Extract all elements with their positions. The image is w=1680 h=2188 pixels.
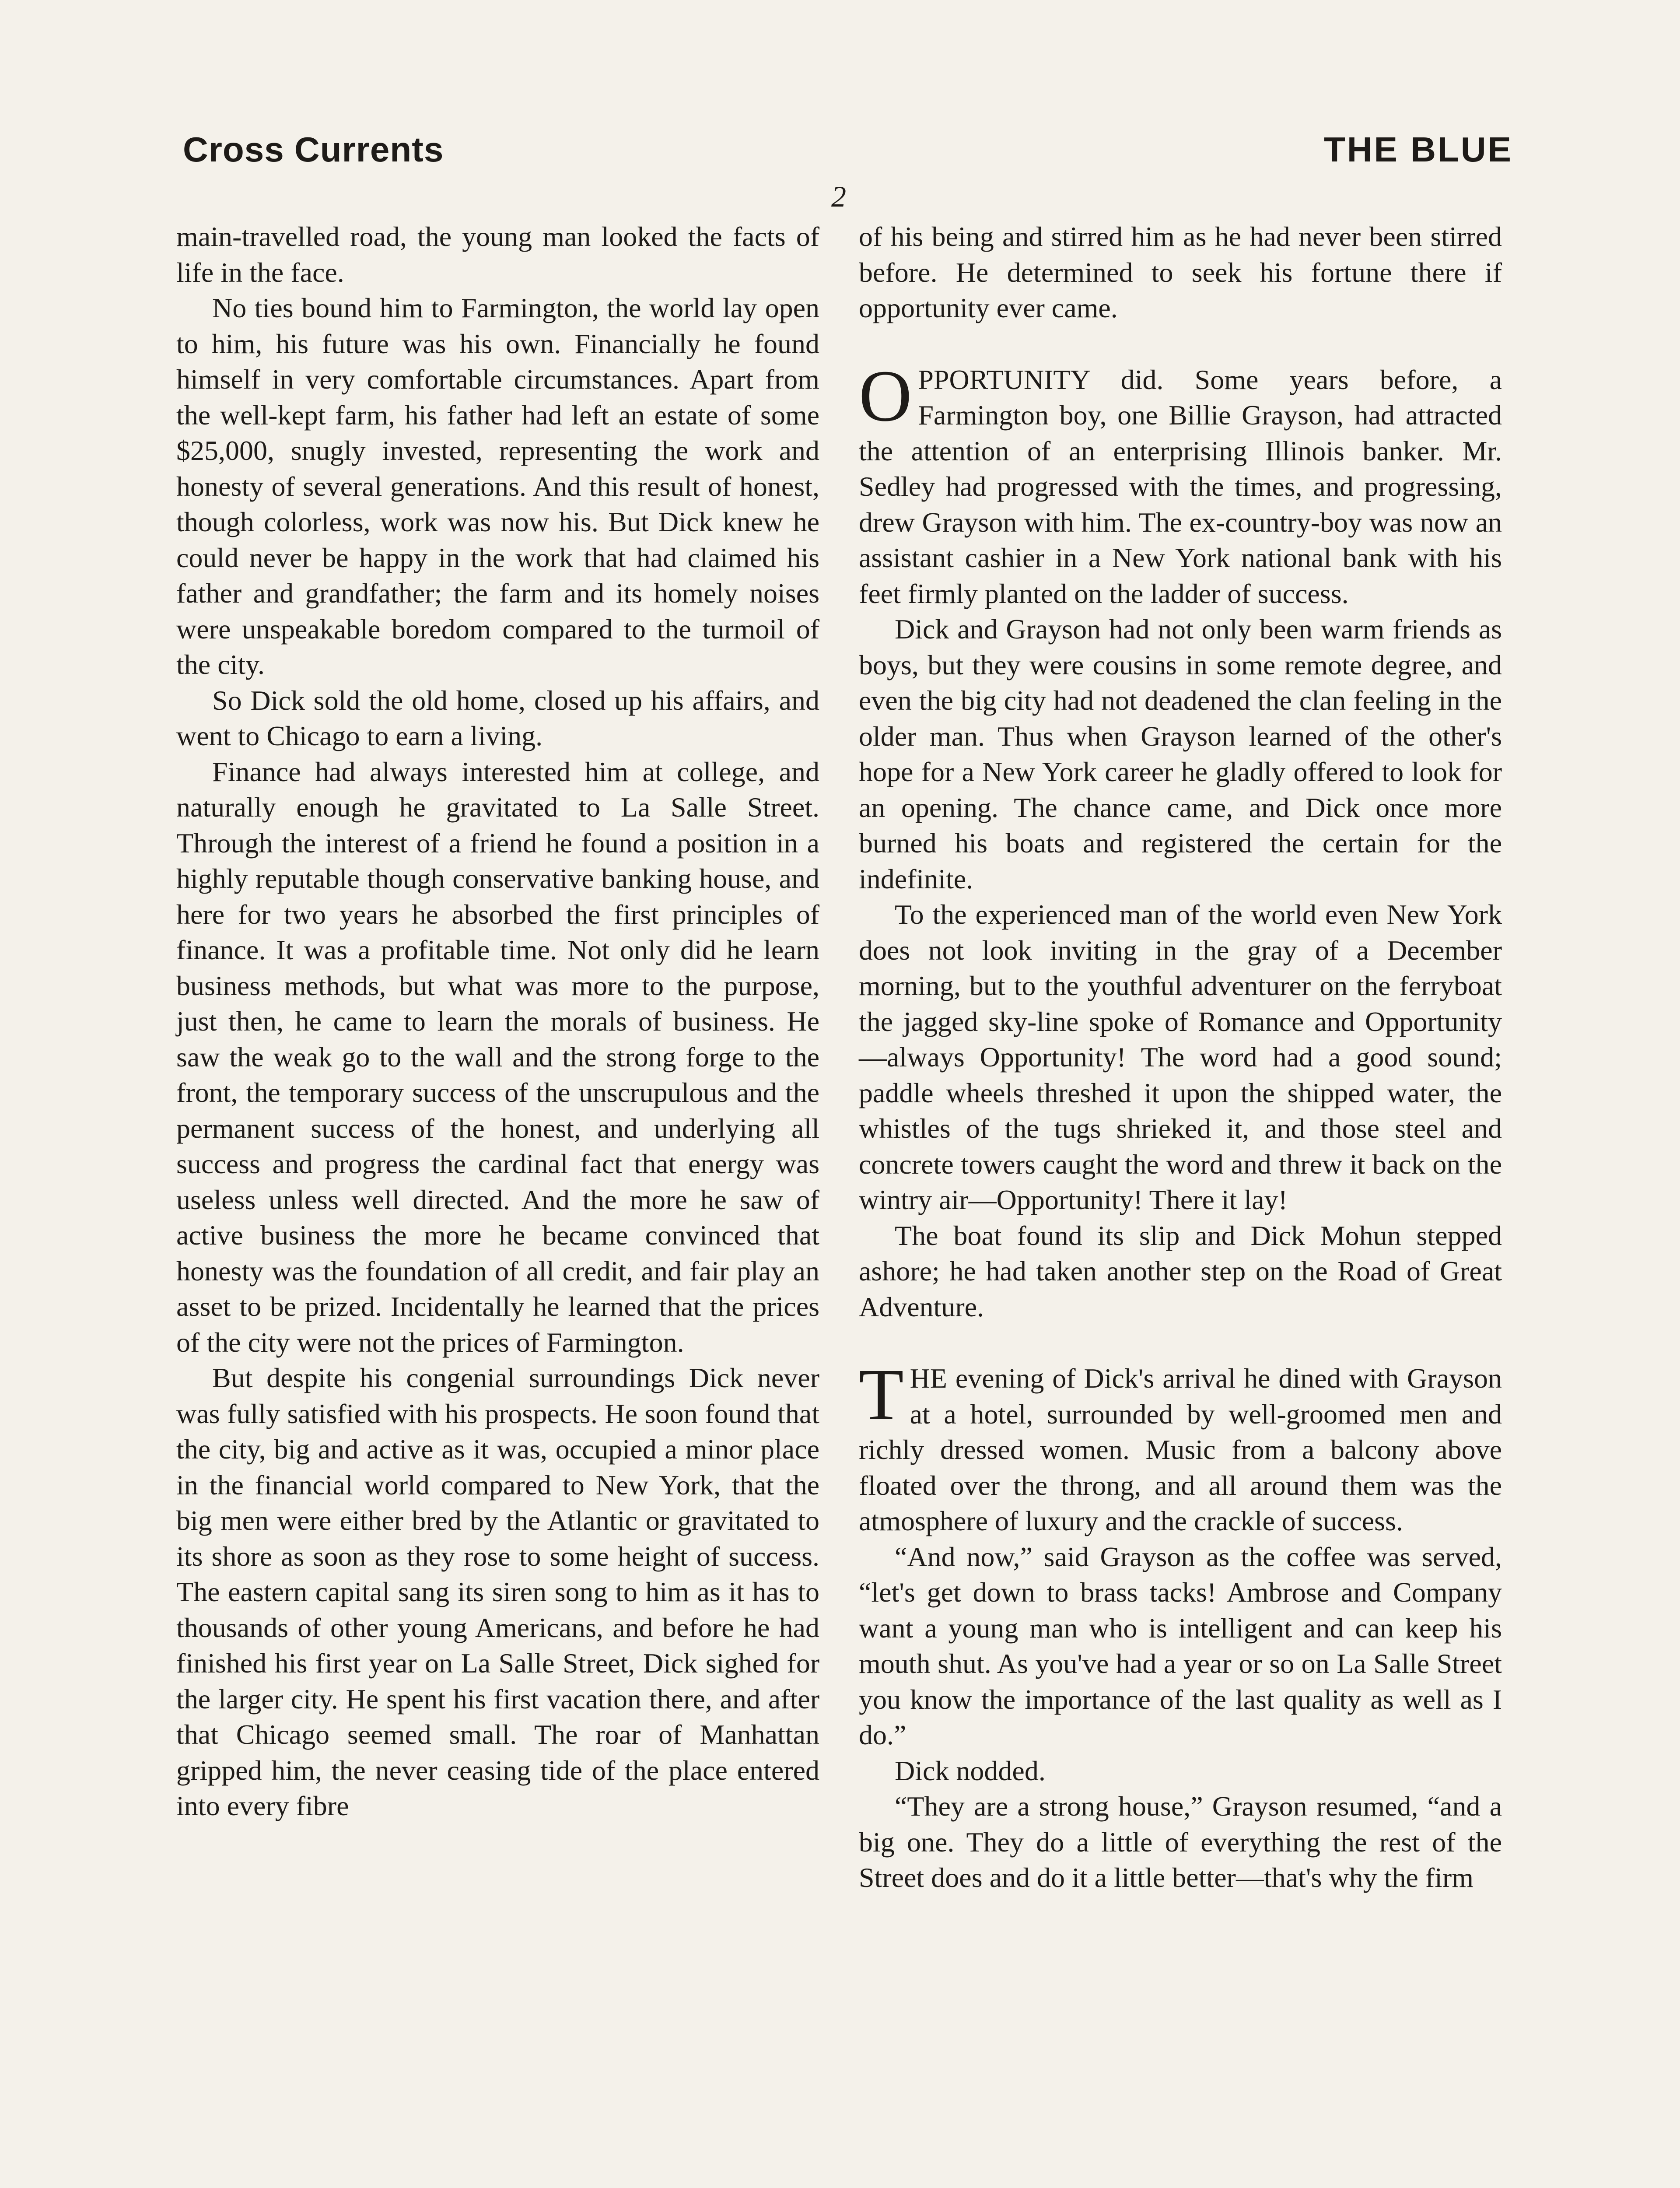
paragraph: main-travelled road, the young man looked the facts of life in the face. [176,221,819,288]
paragraph: “They are a strong house,” Grayson resumed, “and a big one. They do a little of everything the rest of the Street does and do it a little better—that's why the firm [859,1791,1502,1893]
drop-cap: O [859,355,912,437]
paragraph: The boat found its slip and Dick Mohun stepped ashore; he had taken another step on the Road of Great Adventure. [859,1220,1502,1322]
paragraph-text: PPORTUNITY did. Some years before, a Farmington boy, one Billie Grayson, had attracted the attention of an enterprising Illinois banker. Mr. Sedley had progressed with the times, and progressing, drew Grayson with him. The ex-country-boy was now an assistant cashier in a New York national bank with his feet firmly planted on the ladder of success. [859,364,1502,609]
paragraph: To the experienced man of the world even New York does not look inviting in the gray of a December morning, but to the youthful adventurer on the ferryboat the jagged sky-line spoke of Romance and Opportunity—always Opportunity! The word had a good sound; paddle wheels threshed it upon the shipped water, the whistles of the tugs shrieked it, and those steel and concrete towers caught the word and threw it back on the wintry air—Opportunity! There it lay! [859,899,1502,1215]
left-column [176,219,819,1824]
paragraph-text: HE evening of Dick's arrival he dined with Grayson at a hotel, surrounded by well-groomed men and richly dressed women. Music from a balcony above floated over the throng, and all around them was the atmosphere of luxury and the crackle of success. [859,1363,1502,1536]
paragraph: “And now,” said Grayson as the coffee was served, “let's get down to brass tacks! Ambrose and Company want a young man who is intelligent and can keep his mouth shut. As you've had a year or so on La Salle Street you know the importance of the last quality as well as I do.” [859,1541,1502,1750]
paragraph: of his being and stirred him as he had never been stirred before. He determined to seek his fortune there if opportunity ever came. [859,221,1502,323]
paragraph: Finance had always interested him at college, and naturally enough he gravitated to La Salle Street. Through the interest of a friend he found a position in a highly reputable though conservative banking house, and here for two years he absorbed the first principles of finance. It was a profitable time. Not only did he learn business methods, but what was more to the purpose, just then, he came to learn the morals of business. He saw the weak go to the wall and the strong forge to the front, the temporary success of the unscrupulous and the permanent success of the honest, and underlying all success and progress the cardinal fact that energy was useless unless well directed. And the more he saw of active business the more he became convinced that honesty was the foundation of all credit, and fair play an asset to be prized. Incidentally he learned that the prices of the city were not the prices of Farmington. [176,756,819,1358]
section-opening-paragraph [859,1354,1502,1539]
paragraph: Dick nodded. [895,1755,1046,1786]
paragraph: Dick and Grayson had not only been warm friends as boys, but they were cousins in some remote degree, and even the big city had not deadened the clan feeling in the older man. Thus when Grayson learned of the other's hope for a New York career he gladly offered to look for an opening. The chance came, and Dick once more burned his boats and registered the certain for the indefinite. [859,614,1502,894]
paragraph: So Dick sold the old home, closed up his affairs, and went to Chicago to earn a living. [176,684,819,751]
magazine-name: THE BLUE [1324,130,1513,169]
right-column [859,219,1502,1896]
section-opening-paragraph [859,355,1502,612]
drop-cap: T [859,1354,904,1435]
running-title: Cross Currents [183,130,444,169]
paragraph: No ties bound him to Farmington, the world lay open to him, his future was his own. Financially he found himself in very comfortable circumstances. Apart from the well-kept farm, his father had left an estate of some $25,000, snugly invested, representing the work and honesty of several generations. And this result of honest, though colorless, work was now his. But Dick knew he could never be happy in the work that had claimed his father and grandfather; the farm and its homely noises were unspeakable boredom compared to the turmoil of the city. [176,292,819,680]
page-number: 2 [831,180,846,213]
paragraph: But despite his congenial surroundings Dick never was fully satisfied with his prospects. He soon found that the city, big and active as it was, occupied a minor place in the financial world compared to New York, that the big men were either bred by the Atlantic or gravitated to its shore as soon as they rose to some height of success. The eastern capital sang its siren song to him as it has to thousands of other young Americans, and before he had finished his first year on La Salle Street, Dick sighed for the larger city. He spent his first vacation there, and after that Chicago seemed small. The roar of Manhattan gripped him, the never ceasing tide of the place entered into every fibre [176,1362,819,1821]
